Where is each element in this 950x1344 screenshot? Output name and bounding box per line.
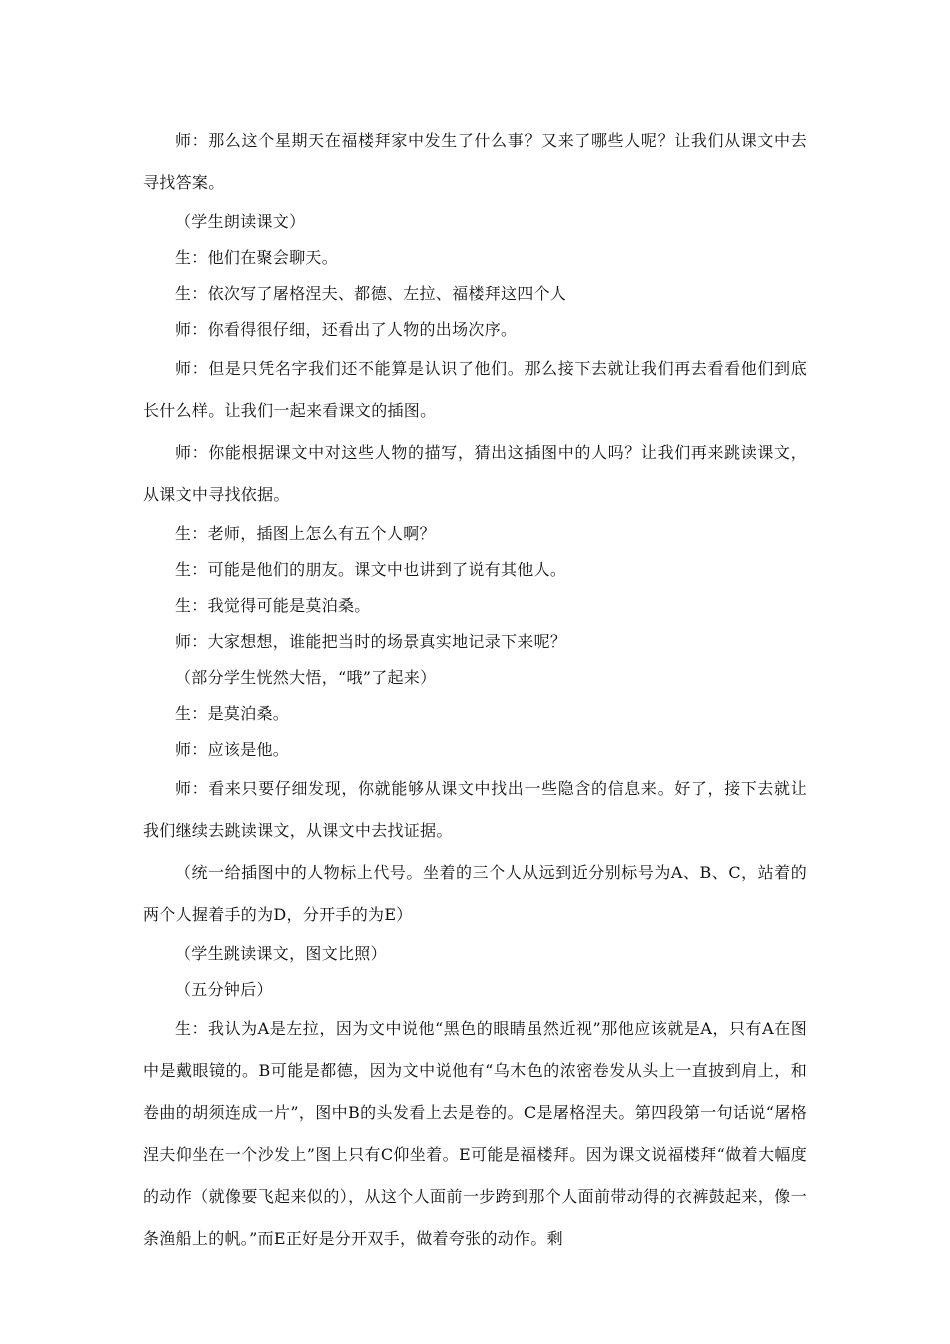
paragraph-17: （学生跳读课文，图文比照） — [175, 944, 387, 963]
paragraph-4: 生：依次写了屠格涅夫、都德、左拉、福楼拜这四个人 — [175, 284, 567, 303]
paragraph-13: 生：是莫泊桑。 — [175, 704, 290, 723]
paragraph-5: 师：你看得很仔细，还看出了人物的出场次序。 — [175, 320, 518, 339]
paragraph-8: 生：老师，插图上怎么有五个人啊？ — [175, 524, 436, 543]
paragraph-1: 师：那么这个星期天在福楼拜家中发生了什么事？又来了哪些人呢？让我们从课文中去寻找答案。 — [143, 131, 807, 192]
paragraph-12: （部分学生恍然大悟，“哦”了起来） — [175, 668, 437, 687]
paragraph-3: 生：他们在聚会聊天。 — [175, 248, 339, 267]
paragraph-2: （学生朗读课文） — [175, 212, 306, 231]
paragraph-9: 生：可能是他们的朋友。课文中也讲到了说有其他人。 — [175, 560, 567, 579]
paragraph-18: （五分钟后） — [175, 980, 273, 999]
paragraph-16: （统一给插图中的人物标上代号。坐着的三个人从远到近分别标号为A、B、C，站着的两个人握着手的为D，分开手的为E） — [143, 863, 807, 924]
paragraph-7: 师：你能根据课文中对这些人物的描写，猜出这插图中的人吗？让我们再来跳读课文，从课文中寻找依据。 — [143, 443, 807, 504]
paragraph-14: 师：应该是他。 — [175, 740, 290, 759]
paragraph-6: 师：但是只凭名字我们还不能算是认识了他们。那么接下去就让我们再去看看他们到底长什么样。让我们一起来看课文的插图。 — [143, 359, 807, 420]
document-body — [143, 120, 807, 1260]
paragraph-10: 生：我觉得可能是莫泊桑。 — [175, 596, 371, 615]
paragraph-11: 师：大家想想，谁能把当时的场景真实地记录下来呢？ — [175, 632, 567, 651]
paragraph-19: 生：我认为A是左拉，因为文中说他“黑色的眼睛虽然近视”那他应该就是A，只有A在图中是戴眼镜的。B可能是都德，因为文中说他有“乌木色的浓密卷发从头上一直披到肩上，和卷曲的胡须连成一片”，图中B的头发看上去是卷的。C是屠格涅夫。第四段第一句话说“屠格涅夫仰坐在一个沙发上”图上只有C仰坐着。E可能是福楼拜。因为课文说福楼拜“做着大幅度的动作（就像要飞起来似的），从这个人面前一步跨到那个人面前带动得的衣裤鼓起来，像一条渔船上的帆。”而E正好是分开双手，做着夸张的动作。剩 — [143, 1019, 807, 1248]
paragraph-15: 师：看来只要仔细发现，你就能够从课文中找出一些隐含的信息来。好了，接下去就让我们继续去跳读课文，从课文中去找证据。 — [143, 779, 807, 840]
